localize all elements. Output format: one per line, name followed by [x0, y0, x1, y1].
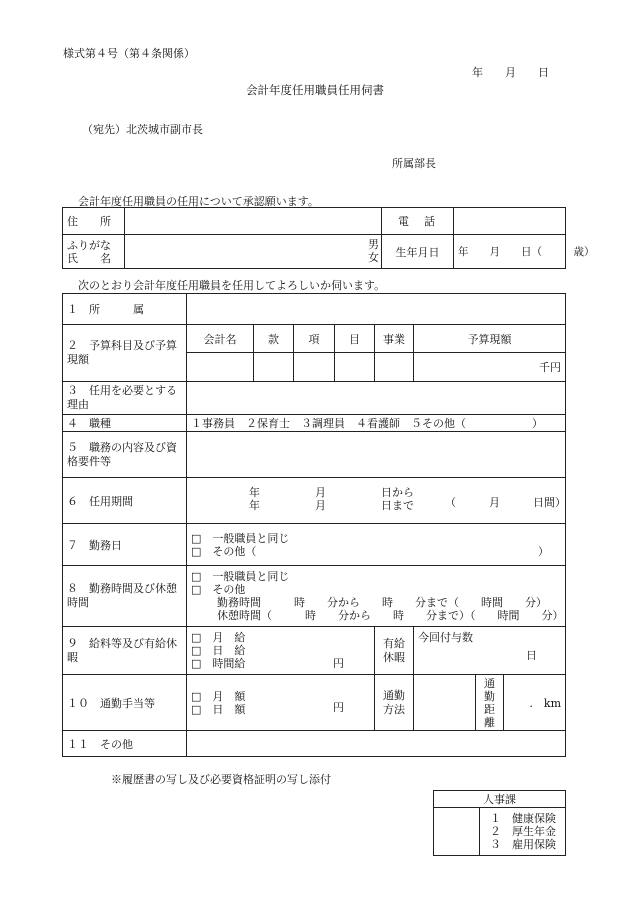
rest-hours-line[interactable]: 休憩時間（ 時 分から 時 分まで）（ 時間 分） — [217, 609, 564, 622]
row5-field[interactable] — [187, 432, 566, 478]
phone-field[interactable] — [454, 208, 566, 235]
period-days[interactable]: （ 月 日間） — [445, 496, 566, 509]
footnote: ※履歴書の写し及び必要資格証明の写し添付 — [111, 773, 331, 786]
workday-close-paren: ） — [538, 545, 549, 558]
gender-male[interactable]: 男 — [368, 238, 379, 251]
row2-label: ２ 予算科目及び予算現額 — [63, 325, 187, 382]
form-title: 会計年度任用職員任用伺書 — [246, 83, 384, 97]
form-number: 様式第４号（第４条関係） — [63, 47, 195, 60]
budget-kan-field[interactable] — [254, 353, 294, 382]
hr-box — [433, 790, 566, 856]
row11-label: １１ その他 — [63, 731, 187, 757]
budget-header-project: 事業 — [375, 325, 414, 353]
commute-method-field[interactable] — [414, 675, 476, 731]
hr-box-stamp-area — [434, 808, 480, 856]
paid-leave-label: 有給休暇 — [375, 627, 414, 675]
workday-option-same[interactable]: □ 一般職員と同じ — [191, 531, 290, 545]
period-to[interactable]: 年 月 日まで — [249, 499, 414, 512]
salary-yen-unit: 円 — [333, 657, 344, 670]
name-label: 氏 名 — [67, 251, 111, 265]
budget-project-field[interactable] — [375, 353, 414, 382]
birth-label: 生年月日 — [382, 235, 454, 269]
hr-box-title: 人事課 — [434, 791, 566, 808]
applicant-table — [62, 207, 595, 269]
commute-yen-unit: 円 — [333, 701, 344, 714]
hr-item-pension[interactable]: ２ 厚生年金 — [490, 825, 556, 838]
gender-female[interactable]: 女 — [368, 251, 379, 264]
budget-header-amount: 予算現額 — [414, 325, 566, 353]
commute-option-monthly[interactable]: □ 月 額 — [191, 689, 246, 703]
name-label-cell — [63, 235, 125, 269]
dept-head-label: 所属部長 — [392, 157, 436, 170]
date-line: 年 月 日 — [472, 66, 549, 79]
grant-days-label: 今回付与数 — [418, 631, 473, 644]
address-label: 住 所 — [63, 208, 125, 235]
salary-option-hourly[interactable]: □ 時間給 — [191, 657, 246, 670]
budget-kou-field[interactable] — [294, 353, 335, 382]
budget-amount-field[interactable]: 千円 — [414, 353, 566, 382]
workday-field[interactable] — [187, 524, 566, 566]
commute-distance-field[interactable]: . km — [504, 675, 566, 731]
gender-marks[interactable] — [368, 238, 379, 264]
row6-label: ６ 任用期間 — [63, 478, 187, 524]
main-table — [62, 293, 566, 757]
row9-label: ９ 給料等及び有給休暇 — [63, 627, 187, 675]
period-from[interactable]: 年 月 日から — [249, 486, 414, 499]
phone-label: 電 話 — [382, 208, 454, 235]
furigana-label: ふりがな — [67, 238, 111, 252]
hr-item-health[interactable]: １ 健康保険 — [490, 812, 556, 825]
row4-label: ４ 職種 — [63, 415, 187, 432]
commute-method-label: 通勤方法 — [375, 675, 414, 731]
worktime-option-other[interactable]: □ その他 — [191, 583, 246, 596]
budget-account-field[interactable] — [187, 353, 254, 382]
workday-option-other[interactable]: □ その他（ — [191, 544, 257, 558]
paid-leave-field[interactable] — [414, 627, 566, 675]
name-field[interactable] — [125, 235, 382, 269]
addressee: （宛先）北茨城市副市長 — [82, 123, 203, 136]
commute-allowance-field[interactable] — [187, 675, 375, 731]
request-text: 会計年度任用職員の任用について承認願います。 — [78, 195, 319, 208]
salary-option-daily[interactable]: □ 日 給 — [191, 644, 246, 657]
address-field[interactable] — [125, 208, 382, 235]
budget-header-kou: 項 — [294, 325, 335, 353]
row11-field[interactable] — [187, 731, 566, 757]
job-type-options[interactable]: １事務員 ２保育士 ３調理員 ４看護師 ５その他（ ） — [187, 415, 566, 432]
salary-option-monthly[interactable]: □ 月 給 — [191, 631, 246, 644]
row7-label: ７ 勤務日 — [63, 524, 187, 566]
row10-label: １０ 通勤手当等 — [63, 675, 187, 731]
hr-item-employment[interactable]: ３ 雇用保険 — [490, 838, 556, 851]
work-hours-line[interactable]: 勤務時間 時 分から 時 分まで（ 時間 分） — [217, 596, 547, 609]
row5-label: ５ 職務の内容及び資格要件等 — [63, 432, 187, 478]
budget-moku-field[interactable] — [335, 353, 375, 382]
row8-label: ８ 勤務時間及び休憩時間 — [63, 566, 187, 627]
commute-option-daily[interactable]: □ 日 額 — [191, 702, 246, 716]
budget-header-account: 会計名 — [187, 325, 254, 353]
worktime-option-same[interactable]: □ 一般職員と同じ — [191, 570, 290, 583]
hr-box-items — [480, 808, 566, 856]
row1-field[interactable] — [187, 294, 566, 325]
intro-text: 次のとおり会計年度任用職員を任用してよろしいか伺います。 — [78, 279, 386, 292]
period-field[interactable] — [187, 478, 566, 524]
row3-field[interactable] — [187, 382, 566, 415]
worktime-field[interactable] — [187, 566, 566, 627]
commute-distance-label: 通勤距離 — [476, 675, 504, 731]
row1-label: １ 所 属 — [63, 294, 187, 325]
birth-field[interactable]: 年 月 日（ 歳） — [454, 235, 566, 269]
budget-header-moku: 目 — [335, 325, 375, 353]
row3-label: ３ 任用を必要とする理由 — [63, 382, 187, 415]
budget-header-kan: 款 — [254, 325, 294, 353]
salary-field[interactable] — [187, 627, 375, 675]
grant-days-unit: 日 — [526, 649, 537, 662]
